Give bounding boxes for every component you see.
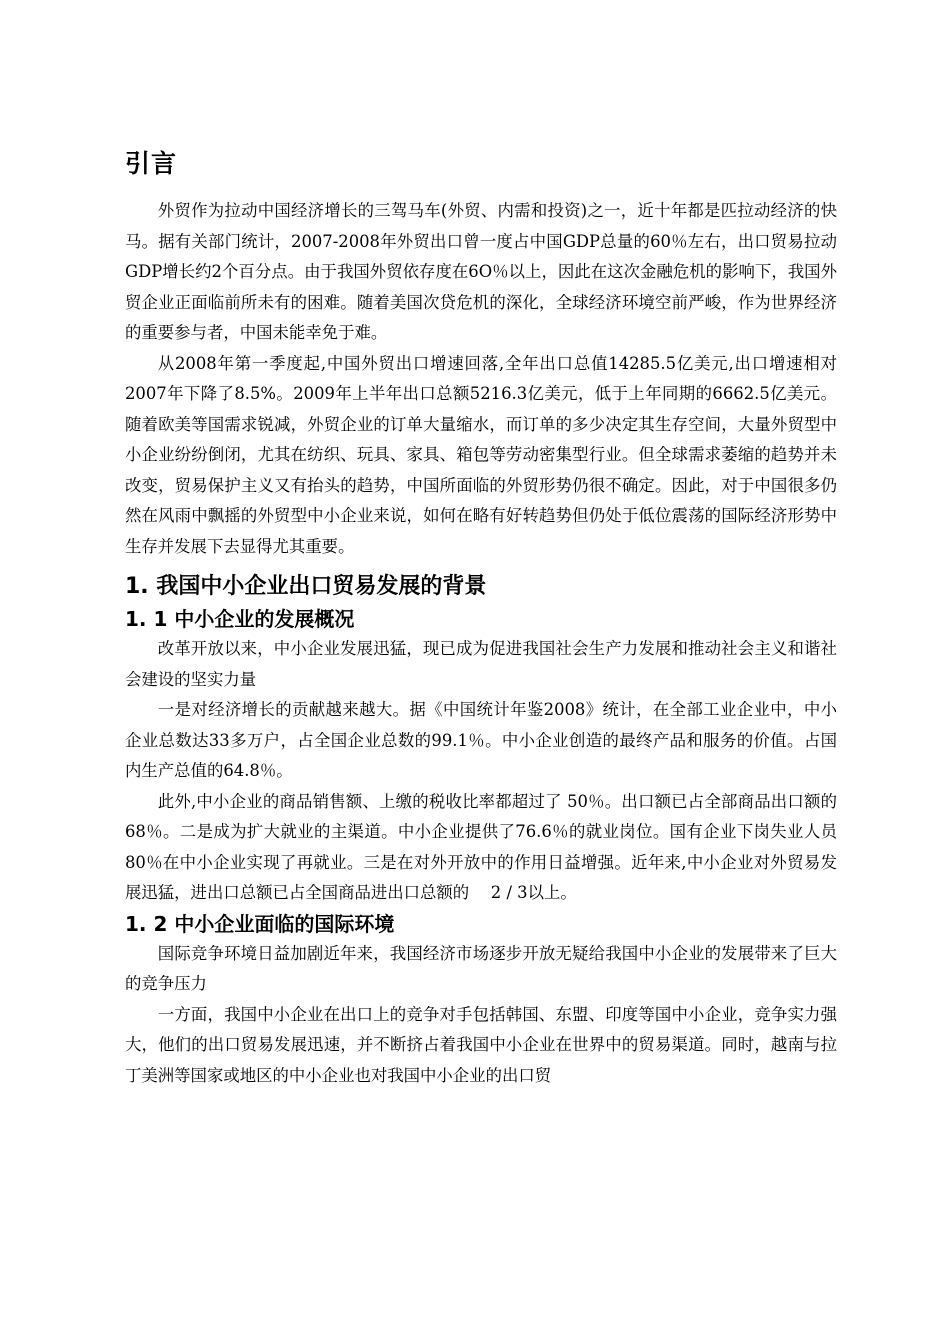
section-heading: 1. 我国中小企业出口贸易发展的背景 [125, 574, 487, 599]
body-paragraph: 此外,中小企业的商品销售额、上缴的税收比率都超过了 50％。出口额已占全部商品出口额的68％。二是成为扩大就业的主渠道。中小企业提供了76.6％的就业岗位。国有企业下岗失业人员80％在中小企业实现了再就业。三是在对外开放中的作用日益增强。近年来,中小企业对外贸易发展迅猛，进出口总额已占全国商品进出口总额的 2 / 3以上。 [125, 791, 837, 902]
document-title: 引言 [125, 149, 178, 178]
body-paragraph: 改革开放以来，中小企业发展迅猛，现已成为促进我国社会生产力发展和推动社会主义和谐社会建设的坚实力量 [125, 639, 837, 689]
body-paragraph: 国际竞争环境日益加剧近年来，我国经济市场逐步开放无疑给我国中小企业的发展带来了巨大的竞争压力 [125, 943, 837, 993]
document-page [125, 148, 837, 1091]
body-paragraph: 一是对经济增长的贡献越来越大。据《中国统计年鉴2008》统计，在全部工业企业中，中小企业总数达33多万户，占全国企业总数的99.1％。中小企业创造的最终产品和服务的价值。占国内生产总值的64.8％。 [125, 700, 837, 780]
intro-paragraph: 从2008年第一季度起,中国外贸出口增速回落,全年出口总值14285.5亿美元,出口增速相对2007年下降了8.5%。2009年上半年出口总额5216.3亿美元，低于上年同期的6662.5亿美元。随着欧美等国需求锐减，外贸企业的订单大量缩水，而订单的多少决定其生存空间，大量外贸型中小企业纷纷倒闭，尤其在纺织、玩具、家具、箱包等劳动密集型行业。但全球需求萎缩的趋势并未改变，贸易保护主义又有抬头的趋势，中国所面临的外贸形势仍很不确定。因此，对于中国很多仍然在风雨中飘摇的外贸型中小企业来说，如何在略有好转趋势但仍处于低位震荡的国际经济形势中生存并发展下去显得尤其重要。 [125, 353, 837, 556]
subsection-heading: 1. 2 中小企业面临的国际环境 [125, 911, 395, 936]
subsection-heading: 1. 1 中小企业的发展概况 [125, 607, 355, 631]
body-paragraph: 一方面，我国中小企业在出口上的竞争对手包括韩国、东盟、印度等国中小企业，竞争实力强大，他们的出口贸易发展迅速，并不断挤占着我国中小企业在世界中的贸易渠道。同时，越南与拉丁美洲等国家或地区的中小企业也对我国中小企业的出口贸 [125, 1004, 837, 1085]
intro-paragraph: 外贸作为拉动中国经济增长的三驾马车(外贸、内需和投资)之一，近十年都是匹拉动经济的快马。据有关部门统计，2007-2008年外贸出口曾一度占中国GDP总量的60％左右，出口贸易拉动GDP增长约2个百分点。由于我国外贸依存度在6O％以上，因此在这次金融危机的影响下，我国外贸企业正面临前所未有的困难。随着美国次贷危机的深化，全球经济环境空前严峻，作为世界经济的重要参与者，中国未能幸免于难。 [125, 201, 837, 342]
